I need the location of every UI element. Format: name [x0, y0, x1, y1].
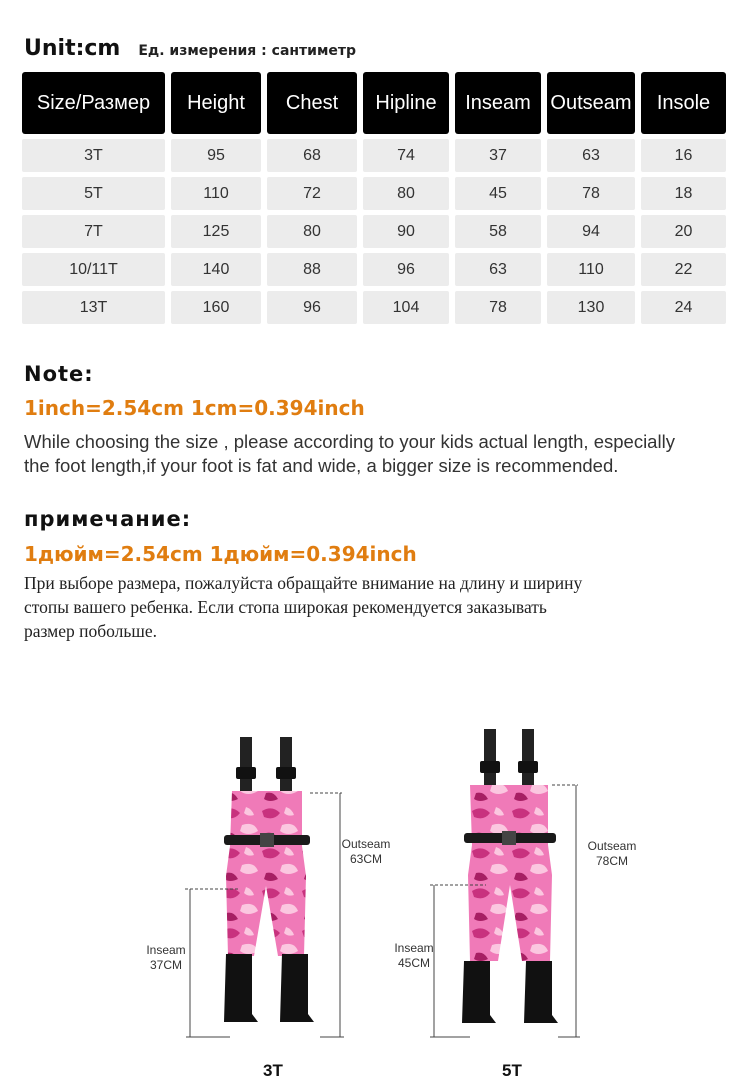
note-ru-line-2: стопы вашего ребенка. Если стопа широкая рекомендуется заказывать	[24, 597, 547, 617]
col-inseam: Inseam	[455, 72, 541, 134]
cell-inseam: 45	[455, 177, 541, 210]
cell-inseam: 58	[455, 215, 541, 248]
conversion-en: 1inch=2.54cm 1cm=0.394inch	[24, 396, 365, 420]
wader-illustration	[140, 725, 400, 1055]
unit-title-ru: Ед. измерения : сантиметр	[138, 43, 357, 59]
cell-height: 110	[171, 177, 261, 210]
conversion-ru: 1дюйм=2.54cm 1дюйм=0.394inch	[24, 542, 417, 566]
cell-hipline: 90	[363, 215, 449, 248]
cell-chest: 72	[267, 177, 357, 210]
note-text-en	[24, 430, 734, 478]
cell-inseam: 63	[455, 253, 541, 286]
inseam-text: Inseam	[146, 943, 186, 957]
table-row	[22, 291, 728, 324]
cell-size: 3T	[22, 139, 165, 172]
cell-insole: 18	[641, 177, 726, 210]
cell-outseam: 110	[547, 253, 635, 286]
inseam-text: Inseam	[394, 941, 434, 955]
cell-size: 10/11T	[22, 253, 165, 286]
table-row	[22, 139, 728, 172]
cell-insole: 22	[641, 253, 726, 286]
col-height: Height	[171, 72, 261, 134]
wader-figure-3t	[140, 725, 400, 1085]
table-row	[22, 177, 728, 210]
cell-hipline: 74	[363, 139, 449, 172]
cell-chest: 88	[267, 253, 357, 286]
wader-figure-5t	[390, 725, 650, 1085]
unit-header	[24, 36, 356, 61]
cell-size: 13T	[22, 291, 165, 324]
cell-insole: 24	[641, 291, 726, 324]
figure-size-label-5t: 5T	[502, 1061, 522, 1080]
cell-hipline: 96	[363, 253, 449, 286]
size-table	[22, 72, 728, 329]
table-row	[22, 253, 728, 286]
col-chest: Chest	[267, 72, 357, 134]
col-hipline: Hipline	[363, 72, 449, 134]
table-row	[22, 215, 728, 248]
cell-chest: 68	[267, 139, 357, 172]
note-text-ru	[24, 571, 724, 643]
outseam-label-3t	[336, 837, 396, 867]
col-size: Size/Размер	[22, 72, 165, 134]
cell-chest: 96	[267, 291, 357, 324]
outseam-value: 63CM	[349, 852, 382, 866]
col-insole: Insole	[641, 72, 726, 134]
inseam-label-5t	[388, 941, 440, 971]
cell-hipline: 104	[363, 291, 449, 324]
cell-outseam: 78	[547, 177, 635, 210]
cell-hipline: 80	[363, 177, 449, 210]
cell-size: 5T	[22, 177, 165, 210]
table-header	[22, 72, 728, 134]
note-ru-line-1: При выборе размера, пожалуйста обращайте внимание на длину и ширину	[24, 573, 583, 593]
cell-insole: 20	[641, 215, 726, 248]
note-heading-ru: примечание:	[24, 507, 192, 531]
outseam-label-5t	[582, 839, 642, 869]
cell-outseam: 130	[547, 291, 635, 324]
cell-height: 125	[171, 215, 261, 248]
cell-insole: 16	[641, 139, 726, 172]
cell-outseam: 94	[547, 215, 635, 248]
cell-height: 95	[171, 139, 261, 172]
note-heading: Note:	[24, 362, 94, 386]
col-outseam: Outseam	[547, 72, 635, 134]
outseam-value: 78CM	[595, 854, 628, 868]
cell-chest: 80	[267, 215, 357, 248]
inseam-value: 37CM	[149, 958, 182, 972]
note-ru-line-3: размер побольше.	[24, 621, 158, 641]
cell-height: 160	[171, 291, 261, 324]
cell-outseam: 63	[547, 139, 635, 172]
cell-height: 140	[171, 253, 261, 286]
cell-inseam: 78	[455, 291, 541, 324]
wader-illustration	[390, 725, 650, 1055]
note-line-1: While choosing the size , please according to your kids actual length, especially	[24, 431, 675, 452]
outseam-text: Outseam	[341, 837, 391, 851]
cell-inseam: 37	[455, 139, 541, 172]
figure-size-label-3t: 3T	[263, 1061, 283, 1080]
note-line-2: the foot length,if your foot is fat and wide, a bigger size is recommended.	[24, 455, 619, 476]
inseam-label-3t	[140, 943, 192, 973]
cell-size: 7T	[22, 215, 165, 248]
unit-title: Unit:cm	[24, 36, 121, 61]
table-body	[22, 139, 728, 324]
outseam-text: Outseam	[587, 839, 637, 853]
inseam-value: 45CM	[397, 956, 430, 970]
